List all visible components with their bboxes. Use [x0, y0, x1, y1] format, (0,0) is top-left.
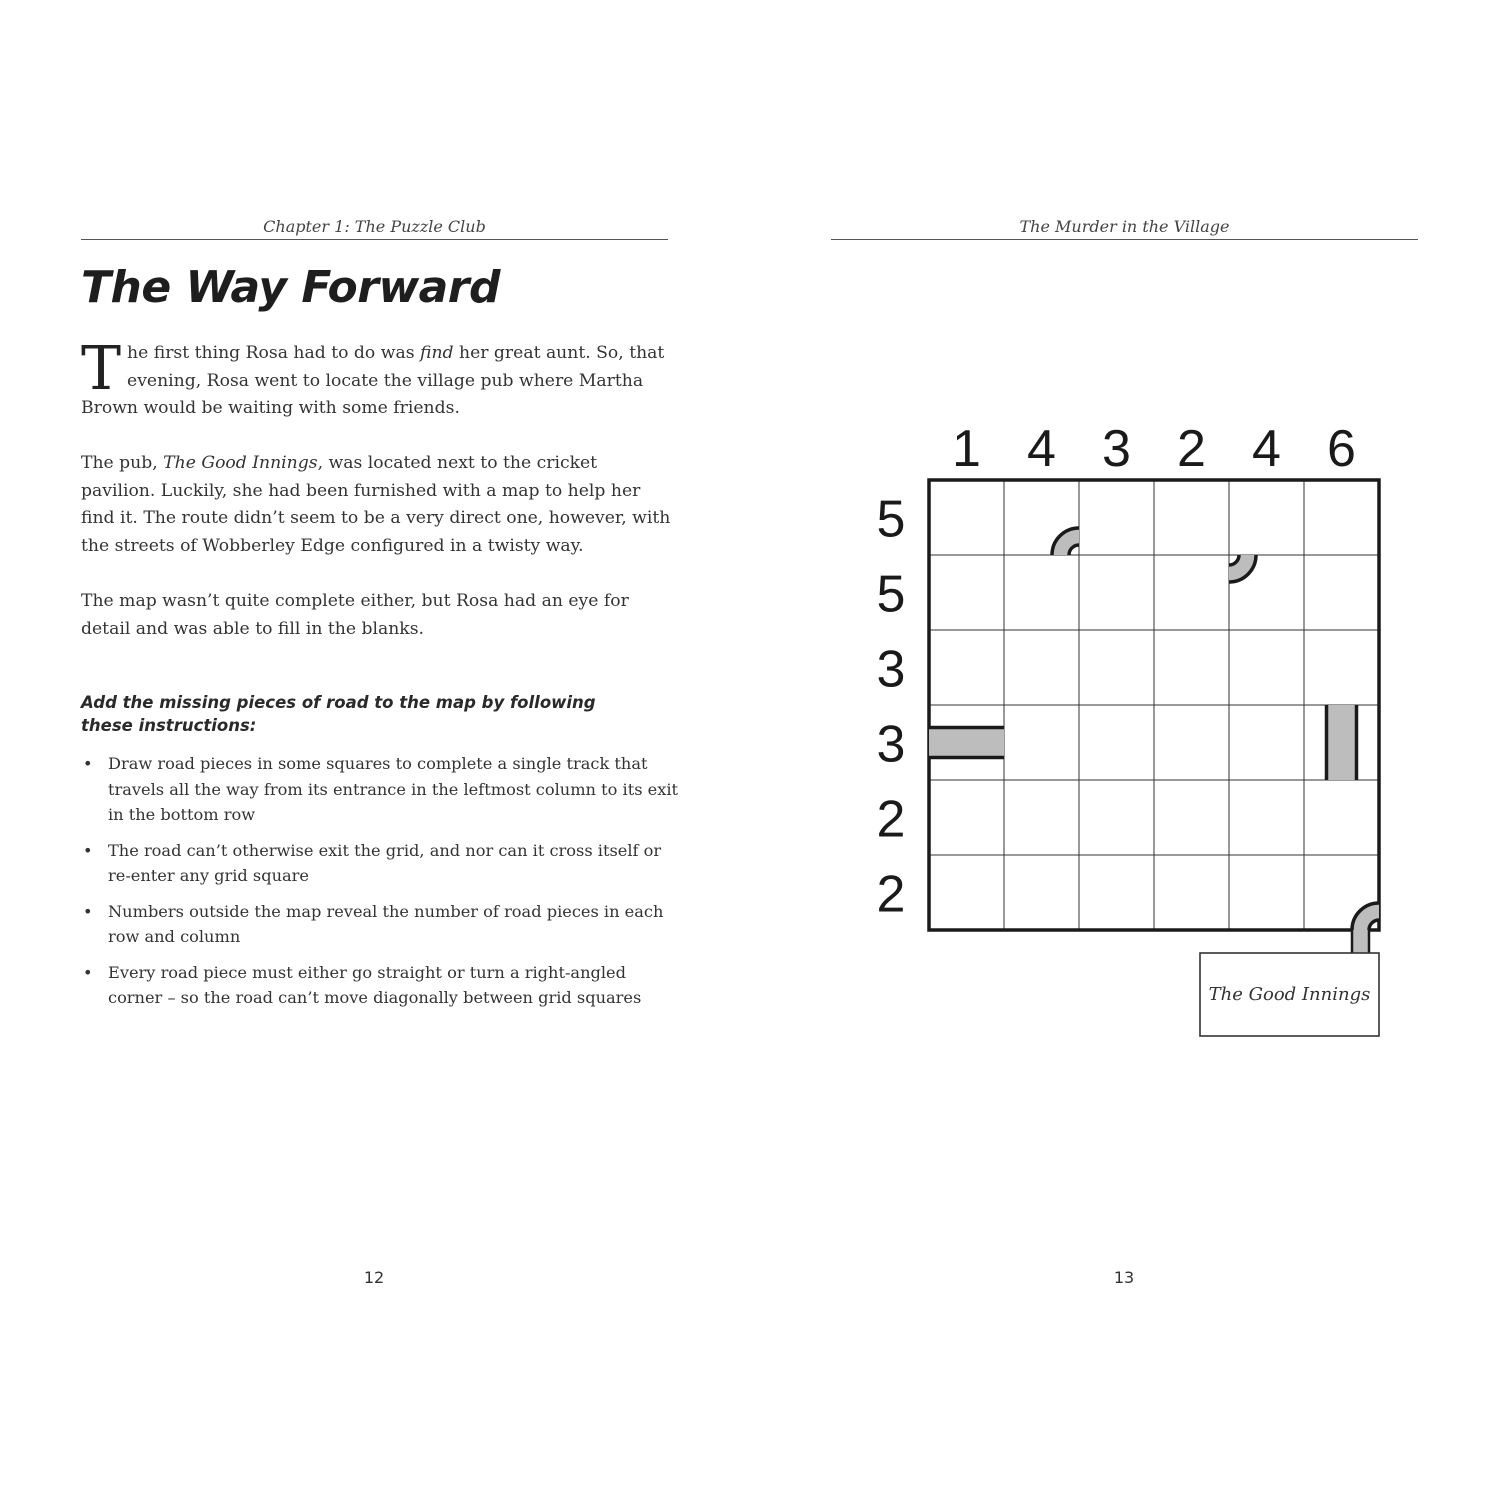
column-clue-3: 3: [1102, 420, 1131, 478]
page-title: The Way Forward: [81, 262, 500, 313]
row-clue-2: 5: [876, 565, 906, 624]
column-clue-1: 1: [952, 420, 981, 478]
row-clue-1: 5: [876, 490, 906, 549]
exit-road-fill: [1352, 930, 1369, 953]
list-item-text: The road can’t otherwise exit the grid, and nor can it cross itself or re-enter any grid square: [108, 840, 662, 885]
column-clue-4: 2: [1177, 420, 1206, 478]
destination-label: The Good Innings: [1208, 984, 1371, 1005]
bullet-icon: •: [83, 901, 93, 921]
list-item-text: Every road piece must either go straight or turn a right-angled corner – so the road can’t move diagonally between grid squares: [108, 962, 642, 1007]
paragraph-1: [81, 334, 671, 423]
column-clue-6: 6: [1327, 420, 1356, 478]
list-item: [81, 751, 681, 828]
header-rule-left: [81, 239, 668, 240]
list-item: [81, 960, 681, 1011]
paragraph-1-text-a: he first thing Rosa had to do was: [127, 343, 420, 363]
bullet-icon: •: [83, 754, 93, 773]
bullet-icon: •: [83, 962, 93, 982]
paragraph-2-text-b: , was located next to the cricket pavilion. Luckily, she had been furnished with a map to help her find it. The route didn’t seem to be a very direct one, however, with the streets of Wobberley Edge configured in a twisty way.: [81, 453, 671, 556]
running-head-left: Chapter 1: The Puzzle Club: [263, 217, 486, 236]
list-item: [81, 899, 681, 950]
paragraph-2: [81, 450, 671, 560]
road-piece-fill: [929, 728, 1004, 758]
exit-road: [1352, 930, 1369, 953]
paragraph-1-text-b: her great aunt. So, that evening, Rosa went to locate the village pub where Martha Brown would be waiting with some friends.: [81, 343, 665, 418]
paragraph-3: The map wasn’t quite complete either, but Rosa had an eye for detail and was able to fill in the blanks.: [81, 591, 629, 639]
list-item: [81, 838, 681, 889]
row-clue-5: 2: [876, 790, 906, 849]
instructions-heading: Add the missing pieces of road to the map by following these instructions:: [81, 693, 596, 735]
puzzle-map: [750, 0, 1500, 1100]
page-number-left: 12: [363, 1268, 385, 1287]
drop-cap: T: [81, 334, 122, 404]
paragraph-1-emphasis: find: [420, 343, 454, 363]
instructions-list: [81, 751, 681, 1021]
road-piece-fill: [1327, 705, 1357, 780]
right-page: [750, 0, 1500, 1500]
list-item-text: Numbers outside the map reveal the number of road pieces in each row and column: [108, 901, 664, 946]
row-clue-6: 2: [876, 865, 906, 924]
row-clue-3: 3: [876, 640, 906, 699]
paragraph-2-text-a: The pub,: [81, 453, 164, 473]
puzzle-grid: [929, 480, 1379, 930]
running-head-right: The Murder in the Village: [1019, 217, 1230, 236]
row-clue-4: 3: [876, 715, 906, 774]
paragraph-2-emphasis: The Good Innings: [163, 453, 318, 473]
list-item-text: Draw road pieces in some squares to complete a single track that travels all the way from its entrance in the leftmost column to its exit in the bottom row: [108, 754, 679, 824]
column-clues: [952, 420, 1356, 478]
column-clue-2: 4: [1027, 420, 1056, 478]
row-clues: [877, 491, 906, 924]
bullet-icon: •: [83, 840, 93, 860]
column-clue-5: 4: [1252, 420, 1281, 478]
page-number-right: 13: [1113, 1268, 1135, 1287]
